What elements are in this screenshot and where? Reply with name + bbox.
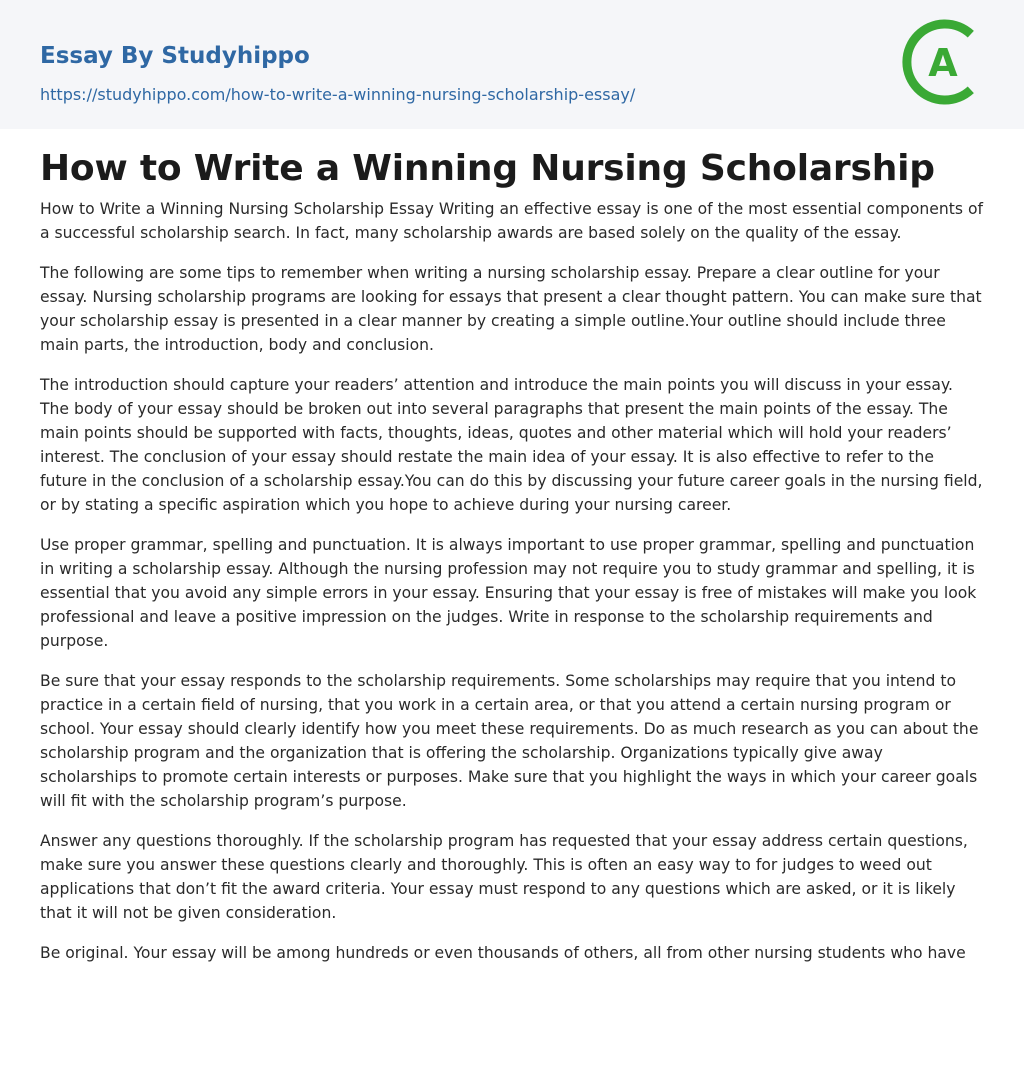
article-paragraph: Be original. Your essay will be among hundreds or even thousands of others, all from other nursing students who have: [40, 944, 966, 962]
page-url-link[interactable]: https://studyhippo.com/how-to-write-a-winning-nursing-scholarship-essay/: [40, 85, 636, 104]
article-title: How to Write a Winning Nursing Scholarship: [40, 148, 935, 189]
article: [0, 147, 1024, 965]
article-paragraph: The introduction should capture your readers’ attention and introduce the main points you will discuss in your essay. The body of your essay should be broken out into several paragraphs that present the main points of the essay. The main points should be supported with facts, thoughts, ideas, quotes and other material which will hold your readers’ interest. The conclusion of your essay should restate the main idea of your essay. It is also effective to refer to the future in the conclusion of a scholarship essay.You can do this by discussing your future career goals in the nursing field, or by stating a specific aspiration which you hope to achieve during your nursing career.: [40, 376, 983, 514]
site-header: [0, 0, 1024, 129]
article-paragraph: Use proper grammar, spelling and punctuation. It is always important to use proper grammar, spelling and punctuation in writing a scholarship essay. Although the nursing profession may not require you to study grammar and spelling, it is essential that you avoid any simple errors in your essay. Ensuring that your essay is free of mistakes will make you look professional and leave a positive impression on the judges. Write in response to the scholarship requirements and purpose.: [40, 536, 977, 650]
logo-letter: A: [928, 41, 958, 85]
site-brand[interactable]: Essay By Studyhippo: [40, 43, 310, 69]
article-paragraph: The following are some tips to remember when writing a nursing scholarship essay. Prepare a clear outline for your essay. Nursing scholarship programs are looking for essays that present a clear thought pattern. You can make sure that your scholarship essay is presented in a clear manner by creating a simple outline.Your outline should include three main parts, the introduction, body and conclusion.: [40, 264, 982, 354]
article-paragraph: Be sure that your essay responds to the scholarship requirements. Some scholarships may require that you intend to practice in a certain field of nursing, that you work in a certain area, or that you attend a certain nursing program or school. Your essay should clearly identify how you meet these requirements. Do as much research as you can about the scholarship program and the organization that is offering the scholarship. Organizations typically give away scholarships to promote certain interests or purposes. Make sure that you highlight the ways in which your career goals will fit with the scholarship program’s purpose.: [40, 672, 979, 810]
article-paragraph: Answer any questions thoroughly. If the scholarship program has requested that your essay address certain questions, make sure you answer these questions clearly and thoroughly. This is often an easy way to for judges to weed out applications that don’t fit the award criteria. Your essay must respond to any questions which are asked, or it is likely that it will not be given consideration.: [40, 832, 968, 922]
studyhippo-logo-icon[interactable]: [900, 19, 986, 105]
article-paragraph: How to Write a Winning Nursing Scholarship Essay Writing an effective essay is one of the most essential components of a successful scholarship search. In fact, many scholarship awards are based solely on the quality of the essay.: [40, 200, 984, 242]
